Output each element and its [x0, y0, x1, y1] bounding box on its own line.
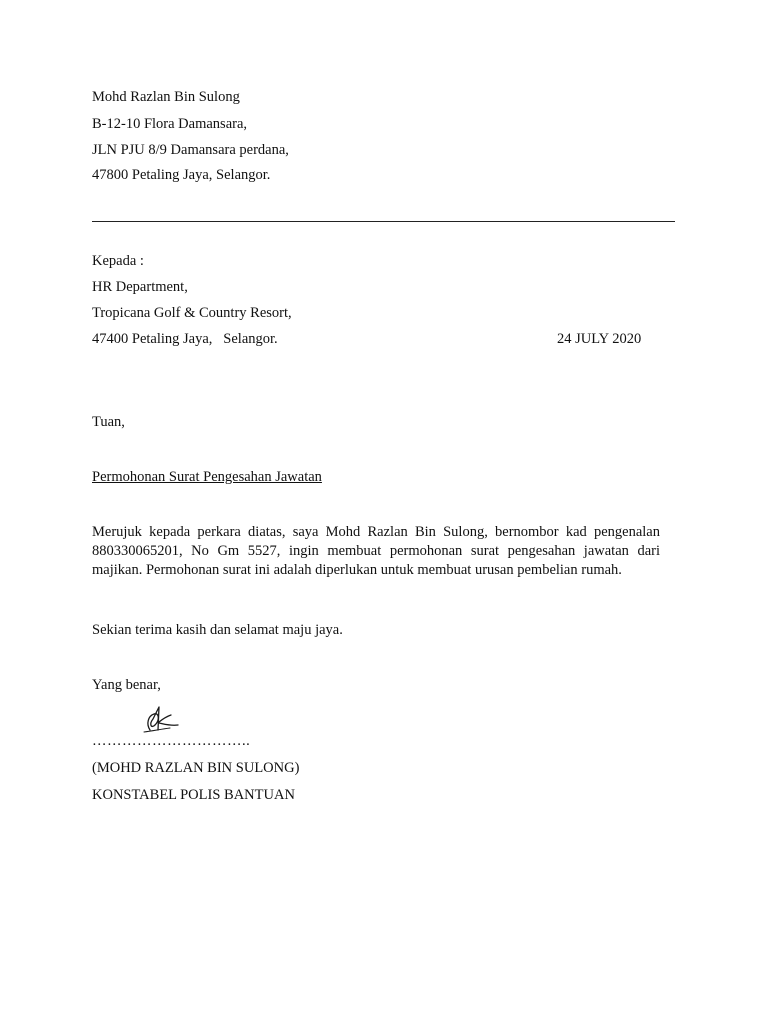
signatory-title: KONSTABEL POLIS BANTUAN [92, 787, 295, 803]
recipient-department: HR Department, [92, 279, 188, 295]
letter-date: 24 JULY 2020 [557, 331, 642, 347]
recipient-company: Tropicana Golf & Country Resort, [92, 305, 292, 321]
body-paragraph: Merujuk kepada perkara diatas, saya Mohd Razlan Bin Sulong, bernombor kad pengenalan 880330065201, No Gm 5527, ingin membuat permohonan surat pengesahan jawatan dari majikan. Permohonan surat ini adalah diperlukan untuk membuat urusan pembelian rumah. [92, 524, 660, 578]
salutation: Tuan, [92, 414, 125, 430]
sender-address-line2: JLN PJU 8/9 Damansara perdana, [92, 142, 289, 158]
subject-line: Permohonan Surat Pengesahan Jawatan [92, 469, 322, 485]
sender-address-line1: B-12-10 Flora Damansara, [92, 116, 248, 132]
signature-line: ………………………….. [92, 733, 251, 749]
signatory-name: (MOHD RAZLAN BIN SULONG) [92, 760, 300, 776]
header-divider [92, 221, 675, 222]
closing-note: Sekian terima kasih dan selamat maju jaya. [92, 622, 343, 638]
sender-address-line3: 47800 Petaling Jaya, Selangor. [92, 167, 271, 183]
sender-name: Mohd Razlan Bin Sulong [92, 89, 240, 105]
recipient-city-state: 47400 Petaling Jaya, Selangor. [92, 331, 278, 347]
sign-off: Yang benar, [92, 677, 161, 693]
recipient-to-label: Kepada : [92, 253, 144, 269]
